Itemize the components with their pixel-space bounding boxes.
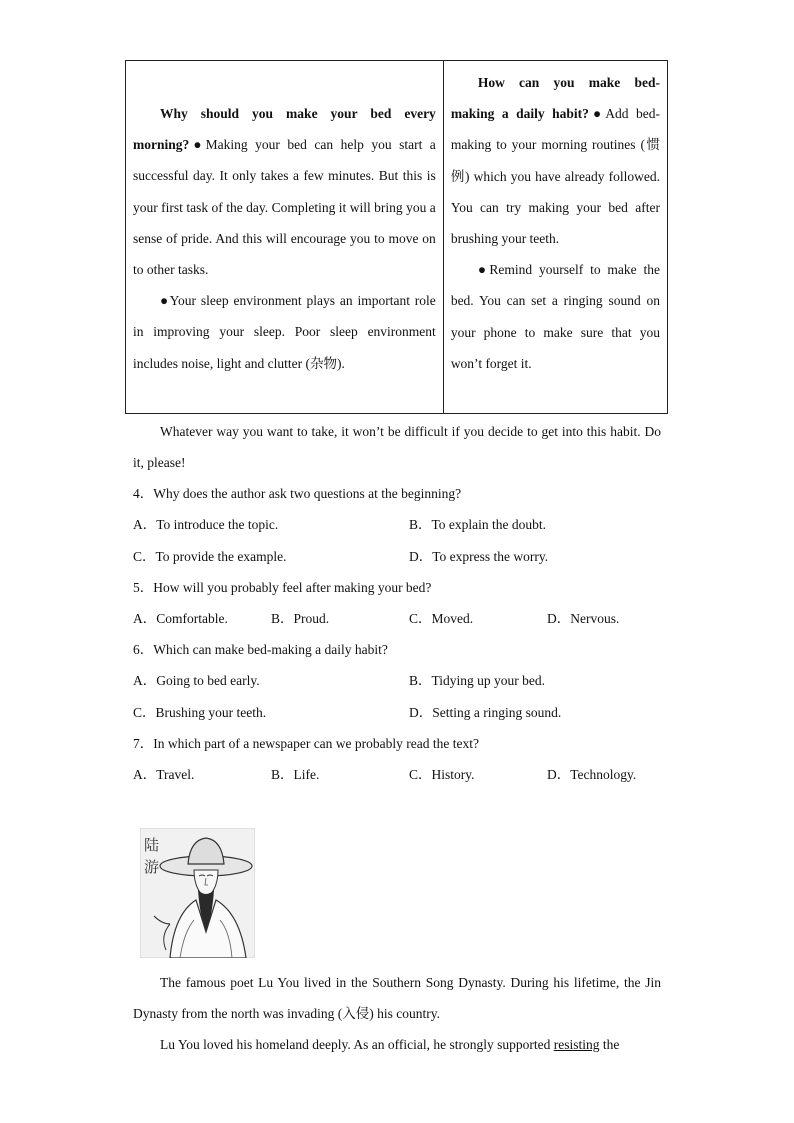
q6-option-d[interactable]: D．Setting a ringing sound. xyxy=(409,705,562,720)
q5-option-a[interactable]: A．Comfortable. xyxy=(133,611,228,626)
table-right-column xyxy=(444,61,667,413)
conclusion-paragraph xyxy=(133,416,661,478)
q7-option-d[interactable]: D．Technology. xyxy=(547,767,637,782)
conclusion-text: Whatever way you want to take, it won’t be difficult if you decide to get into this habit. Do it, please! xyxy=(133,424,661,471)
question-4-options-row-1 xyxy=(133,509,673,540)
question-7-options xyxy=(133,759,673,790)
q5-option-c[interactable]: C．Moved. xyxy=(409,611,474,626)
question-5-stem: 5．How will you probably feel after making your bed? xyxy=(133,580,432,595)
q5-option-d[interactable]: D．Nervous. xyxy=(547,611,620,626)
q7-option-a[interactable]: A．Travel. xyxy=(133,767,195,782)
portrait-caption-char-1: 陆 xyxy=(144,836,160,854)
q7-option-b[interactable]: B．Life. xyxy=(271,767,320,782)
left-point-2: ●Your sleep environment plays an important role in improving your sleep. Poor sleep environment includes noise, light and clutter (杂物). xyxy=(133,293,436,371)
portrait-caption-char-2: 游 xyxy=(144,858,160,876)
lu-you-portrait xyxy=(140,828,255,958)
passage-2-para-2 xyxy=(133,1029,661,1060)
para-2-text-before: Lu You loved his homeland deeply. As an official, he strongly supported xyxy=(160,1037,554,1053)
left-point-1: ●Making your bed can help you start a successful day. It only takes a few minutes. But this is your first task of the day. Completing it will bring you a sense of pride. And this will encourage you to move on to other tasks. xyxy=(133,137,436,278)
underlined-word: resisting xyxy=(553,1037,600,1053)
q4-option-d[interactable]: D．To express the worry. xyxy=(409,549,549,564)
q6-option-b[interactable]: B．Tidying up your bed. xyxy=(409,673,546,688)
question-7-stem: 7．In which part of a newspaper can we probably read the text? xyxy=(133,736,479,751)
right-point-2: ●Remind yourself to make the bed. You can set a ringing sound on your phone to make sure that you won’t forget it. xyxy=(450,262,660,371)
right-point-1: ●Add bed-making to your morning routines (惯例) which you have already followed. You can try making your bed after brushing your teeth. xyxy=(450,106,660,247)
q6-option-a[interactable]: A．Going to bed early. xyxy=(133,673,260,688)
passage-2-para-1: The famous poet Lu You lived in the Southern Song Dynasty. During his lifetime, the Jin Dynasty from the north was invading (入侵) his country. xyxy=(133,975,661,1022)
question-6-options-row-1 xyxy=(133,665,673,696)
question-6-stem: 6．Which can make bed-making a daily habit? xyxy=(133,642,388,657)
q7-option-c[interactable]: C．History. xyxy=(409,767,475,782)
info-table xyxy=(125,60,668,414)
question-4-options-row-2 xyxy=(133,541,673,572)
passage-2 xyxy=(133,967,661,1061)
q4-option-c[interactable]: C．To provide the example. xyxy=(133,549,287,564)
table-left-para-1 xyxy=(133,98,436,285)
question-6-options-row-2 xyxy=(133,697,673,728)
q5-option-b[interactable]: B．Proud. xyxy=(271,611,330,626)
question-5-options xyxy=(133,603,673,634)
left-heading: Why should you make your bed every morning? xyxy=(133,106,436,153)
q4-option-b[interactable]: B．To explain the doubt. xyxy=(409,517,547,532)
q6-option-c[interactable]: C．Brushing your teeth. xyxy=(133,705,267,720)
para-2-text-after: the xyxy=(599,1037,620,1053)
right-heading: How can you make bed-making a daily habit? xyxy=(450,75,660,122)
q4-option-a[interactable]: A．To introduce the topic. xyxy=(133,517,279,532)
table-right-para-1 xyxy=(451,67,660,254)
question-4-stem: 4．Why does the author ask two questions at the beginning? xyxy=(133,486,462,501)
table-left-column xyxy=(126,61,444,413)
